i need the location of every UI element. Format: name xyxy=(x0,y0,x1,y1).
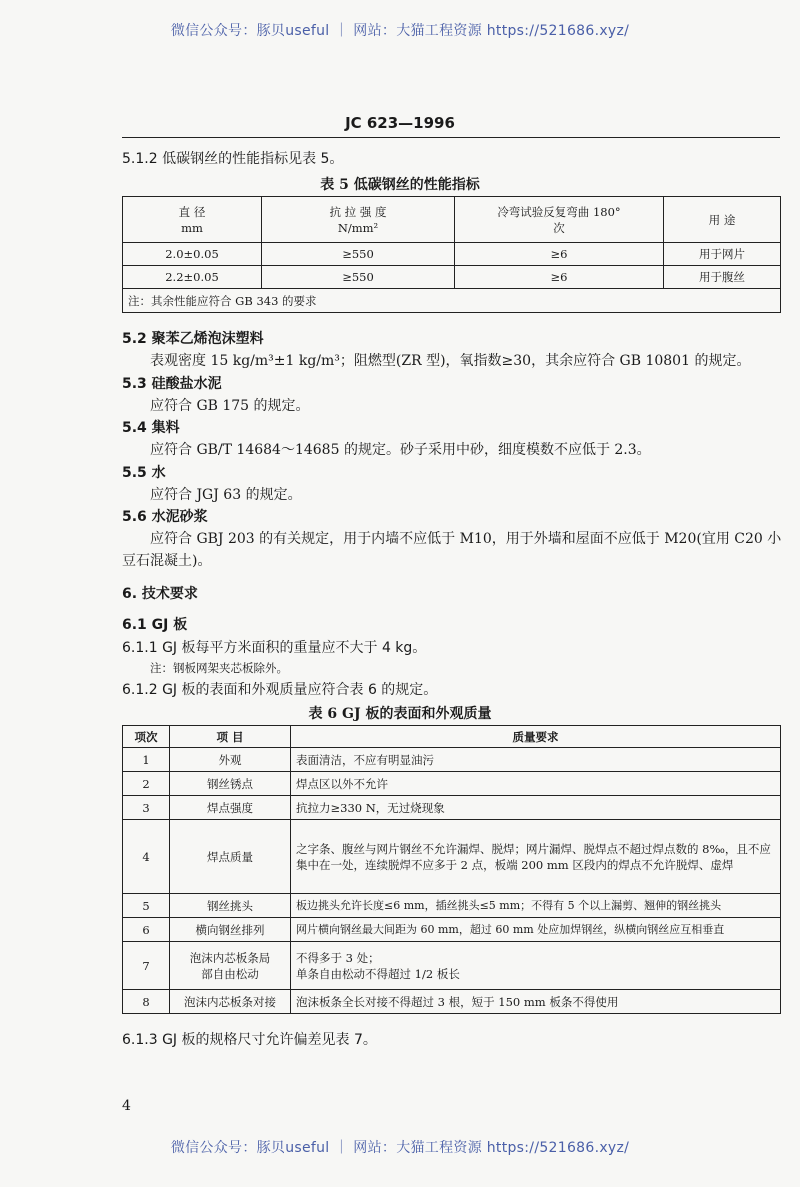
table6-header-row xyxy=(123,726,781,748)
table-row xyxy=(123,820,781,894)
cell-no: 1 xyxy=(123,748,170,772)
cell-item: 泡沫内芯板条对接 xyxy=(170,990,291,1014)
section-5-4-text: 应符合 GB/T 14684～14685 的规定。砂子采用中砂，细度模数不应低于 2.3。 xyxy=(150,442,651,458)
table5-header-tensile xyxy=(262,197,455,243)
section-5-6-text-line1: 应符合 GBJ 203 的有关规定，用于内墙不应低于 M10，用于外墙和屋面不应低于 M20(宜用 C20 小 xyxy=(150,531,782,547)
cell-tensile: ≥550 xyxy=(262,266,455,289)
clause-6-1-1: 6.1.1 GJ 板每平方米面积的重量应不大于 4 kg。 xyxy=(122,640,427,656)
table6-header-req: 质量要求 xyxy=(291,726,781,748)
table-row xyxy=(123,266,781,289)
table5-header-diameter xyxy=(123,197,262,243)
cell-item xyxy=(170,942,291,990)
cell-diameter: 2.2±0.05 xyxy=(123,266,262,289)
table-row xyxy=(123,918,781,942)
cell-req: 网片横向钢丝最大间距为 60 mm，超过 60 mm 处应加焊钢丝，纵横向钢丝应互相垂直 xyxy=(291,918,781,942)
cell-item: 焊点质量 xyxy=(170,820,291,894)
table5-header-bend xyxy=(455,197,664,243)
table5-note: 注：其余性能应符合 GB 343 的要求 xyxy=(123,289,781,313)
cell-use: 用于腹丝 xyxy=(664,266,781,289)
cell-no: 3 xyxy=(123,796,170,820)
cell-req-line2: 单条自由松动不得超过 1/2 板长 xyxy=(296,966,460,981)
section-6-title: 6. 技术要求 xyxy=(122,586,198,602)
cell-req xyxy=(291,942,781,990)
cell-req-line1: 不得多于 3 处； xyxy=(296,950,380,965)
cell-no: 6 xyxy=(123,918,170,942)
section-5-3-title: 5.3 硅酸盐水泥 xyxy=(122,376,222,392)
section-5-2-title: 5.2 聚苯乙烯泡沫塑料 xyxy=(122,331,264,347)
watermark-top: 微信公众号：豚贝useful ｜ 网站：大猫工程资源 https://521686.xyz/ xyxy=(170,23,630,39)
table5-header-row xyxy=(123,197,781,243)
section-5-5-title: 5.5 水 xyxy=(122,465,166,481)
bend-label: 冷弯试验反复弯曲 180° xyxy=(497,204,621,219)
diameter-unit: mm xyxy=(181,220,203,235)
tensile-unit: N/mm² xyxy=(337,220,379,235)
cell-req: 抗拉力≥330 N，无过烧现象 xyxy=(291,796,781,820)
table-row xyxy=(123,243,781,266)
cell-req: 表面清洁，不应有明显油污 xyxy=(291,748,781,772)
standard-number: JC 623—1996 xyxy=(345,114,455,132)
table-5 xyxy=(122,196,781,313)
cell-item-line2: 部自由松动 xyxy=(201,966,259,981)
cell-tensile: ≥550 xyxy=(262,243,455,266)
table-row xyxy=(123,942,781,990)
cell-bend: ≥6 xyxy=(455,266,664,289)
table6-caption: 表 6 GJ 板的表面和外观质量 xyxy=(308,706,492,722)
cell-no: 4 xyxy=(123,820,170,894)
cell-no: 2 xyxy=(123,772,170,796)
table5-header-use: 用 途 xyxy=(664,197,781,243)
table6-header-item: 项 目 xyxy=(170,726,291,748)
cell-no: 7 xyxy=(123,942,170,990)
clause-6-1-3: 6.1.3 GJ 板的规格尺寸允许偏差见表 7。 xyxy=(122,1032,377,1048)
table-row xyxy=(123,796,781,820)
cell-item: 外观 xyxy=(170,748,291,772)
section-5-3-text: 应符合 GB 175 的规定。 xyxy=(150,398,310,414)
watermark-bottom: 微信公众号：豚贝useful ｜ 网站：大猫工程资源 https://521686.xyz/ xyxy=(170,1140,630,1156)
cell-req: 泡沫板条全长对接不得超过 3 根，短于 150 mm 板条不得使用 xyxy=(291,990,781,1014)
cell-item: 钢丝挑头 xyxy=(170,894,291,918)
page-number: 4 xyxy=(122,1098,131,1114)
tensile-label: 抗 拉 强 度 xyxy=(329,204,387,219)
table-row xyxy=(123,772,781,796)
cell-item: 焊点强度 xyxy=(170,796,291,820)
cell-item-line1: 泡沫内芯板条局 xyxy=(189,950,271,965)
section-5-5-text: 应符合 JGJ 63 的规定。 xyxy=(150,487,302,503)
section-5-4-title: 5.4 集料 xyxy=(122,420,180,436)
table-6 xyxy=(122,725,781,1014)
table-row xyxy=(123,894,781,918)
cell-no: 5 xyxy=(123,894,170,918)
cell-item: 钢丝锈点 xyxy=(170,772,291,796)
cell-item: 横向钢丝排列 xyxy=(170,918,291,942)
cell-diameter: 2.0±0.05 xyxy=(123,243,262,266)
clause-6-1-1-note: 注：钢板网架夹芯板除外。 xyxy=(150,661,288,675)
section-6-1-title: 6.1 GJ 板 xyxy=(122,617,188,633)
table-row xyxy=(123,990,781,1014)
bend-unit: 次 xyxy=(553,220,565,235)
cell-req: 焊点区以外不允许 xyxy=(291,772,781,796)
section-5-2-text: 表观密度 15 kg/m³±1 kg/m³；阻燃型(ZR 型)，氧指数≥30，其余应符合 GB 10801 的规定。 xyxy=(150,353,751,369)
table-row xyxy=(123,748,781,772)
cell-bend: ≥6 xyxy=(455,243,664,266)
section-5-6-text-line2: 豆石混凝土)。 xyxy=(122,553,212,569)
section-5-6-title: 5.6 水泥砂浆 xyxy=(122,509,208,525)
cell-req: 板边挑头允许长度≤6 mm，插丝挑头≤5 mm；不得有 5 个以上漏剪、翘伸的钢丝挑头 xyxy=(291,894,781,918)
cell-no: 8 xyxy=(123,990,170,1014)
clause-6-1-2: 6.1.2 GJ 板的表面和外观质量应符合表 6 的规定。 xyxy=(122,682,438,698)
diameter-label: 直 径 xyxy=(178,204,206,219)
table6-header-no: 项次 xyxy=(123,726,170,748)
table5-caption: 表 5 低碳钢丝的性能指标 xyxy=(320,177,480,193)
table5-note-row xyxy=(123,289,781,313)
clause-5-1-2: 5.1.2 低碳钢丝的性能指标见表 5。 xyxy=(122,151,344,167)
header-rule xyxy=(122,137,780,138)
cell-use: 用于网片 xyxy=(664,243,781,266)
cell-req: 之字条、腹丝与网片钢丝不允许漏焊、脱焊；网片漏焊、脱焊点不超过焊点数的 8‰，且不应集中在一处，连续脱焊不应多于 2 点，板端 200 mm 区段内的焊点不允许脱焊、虚焊 xyxy=(291,820,781,894)
